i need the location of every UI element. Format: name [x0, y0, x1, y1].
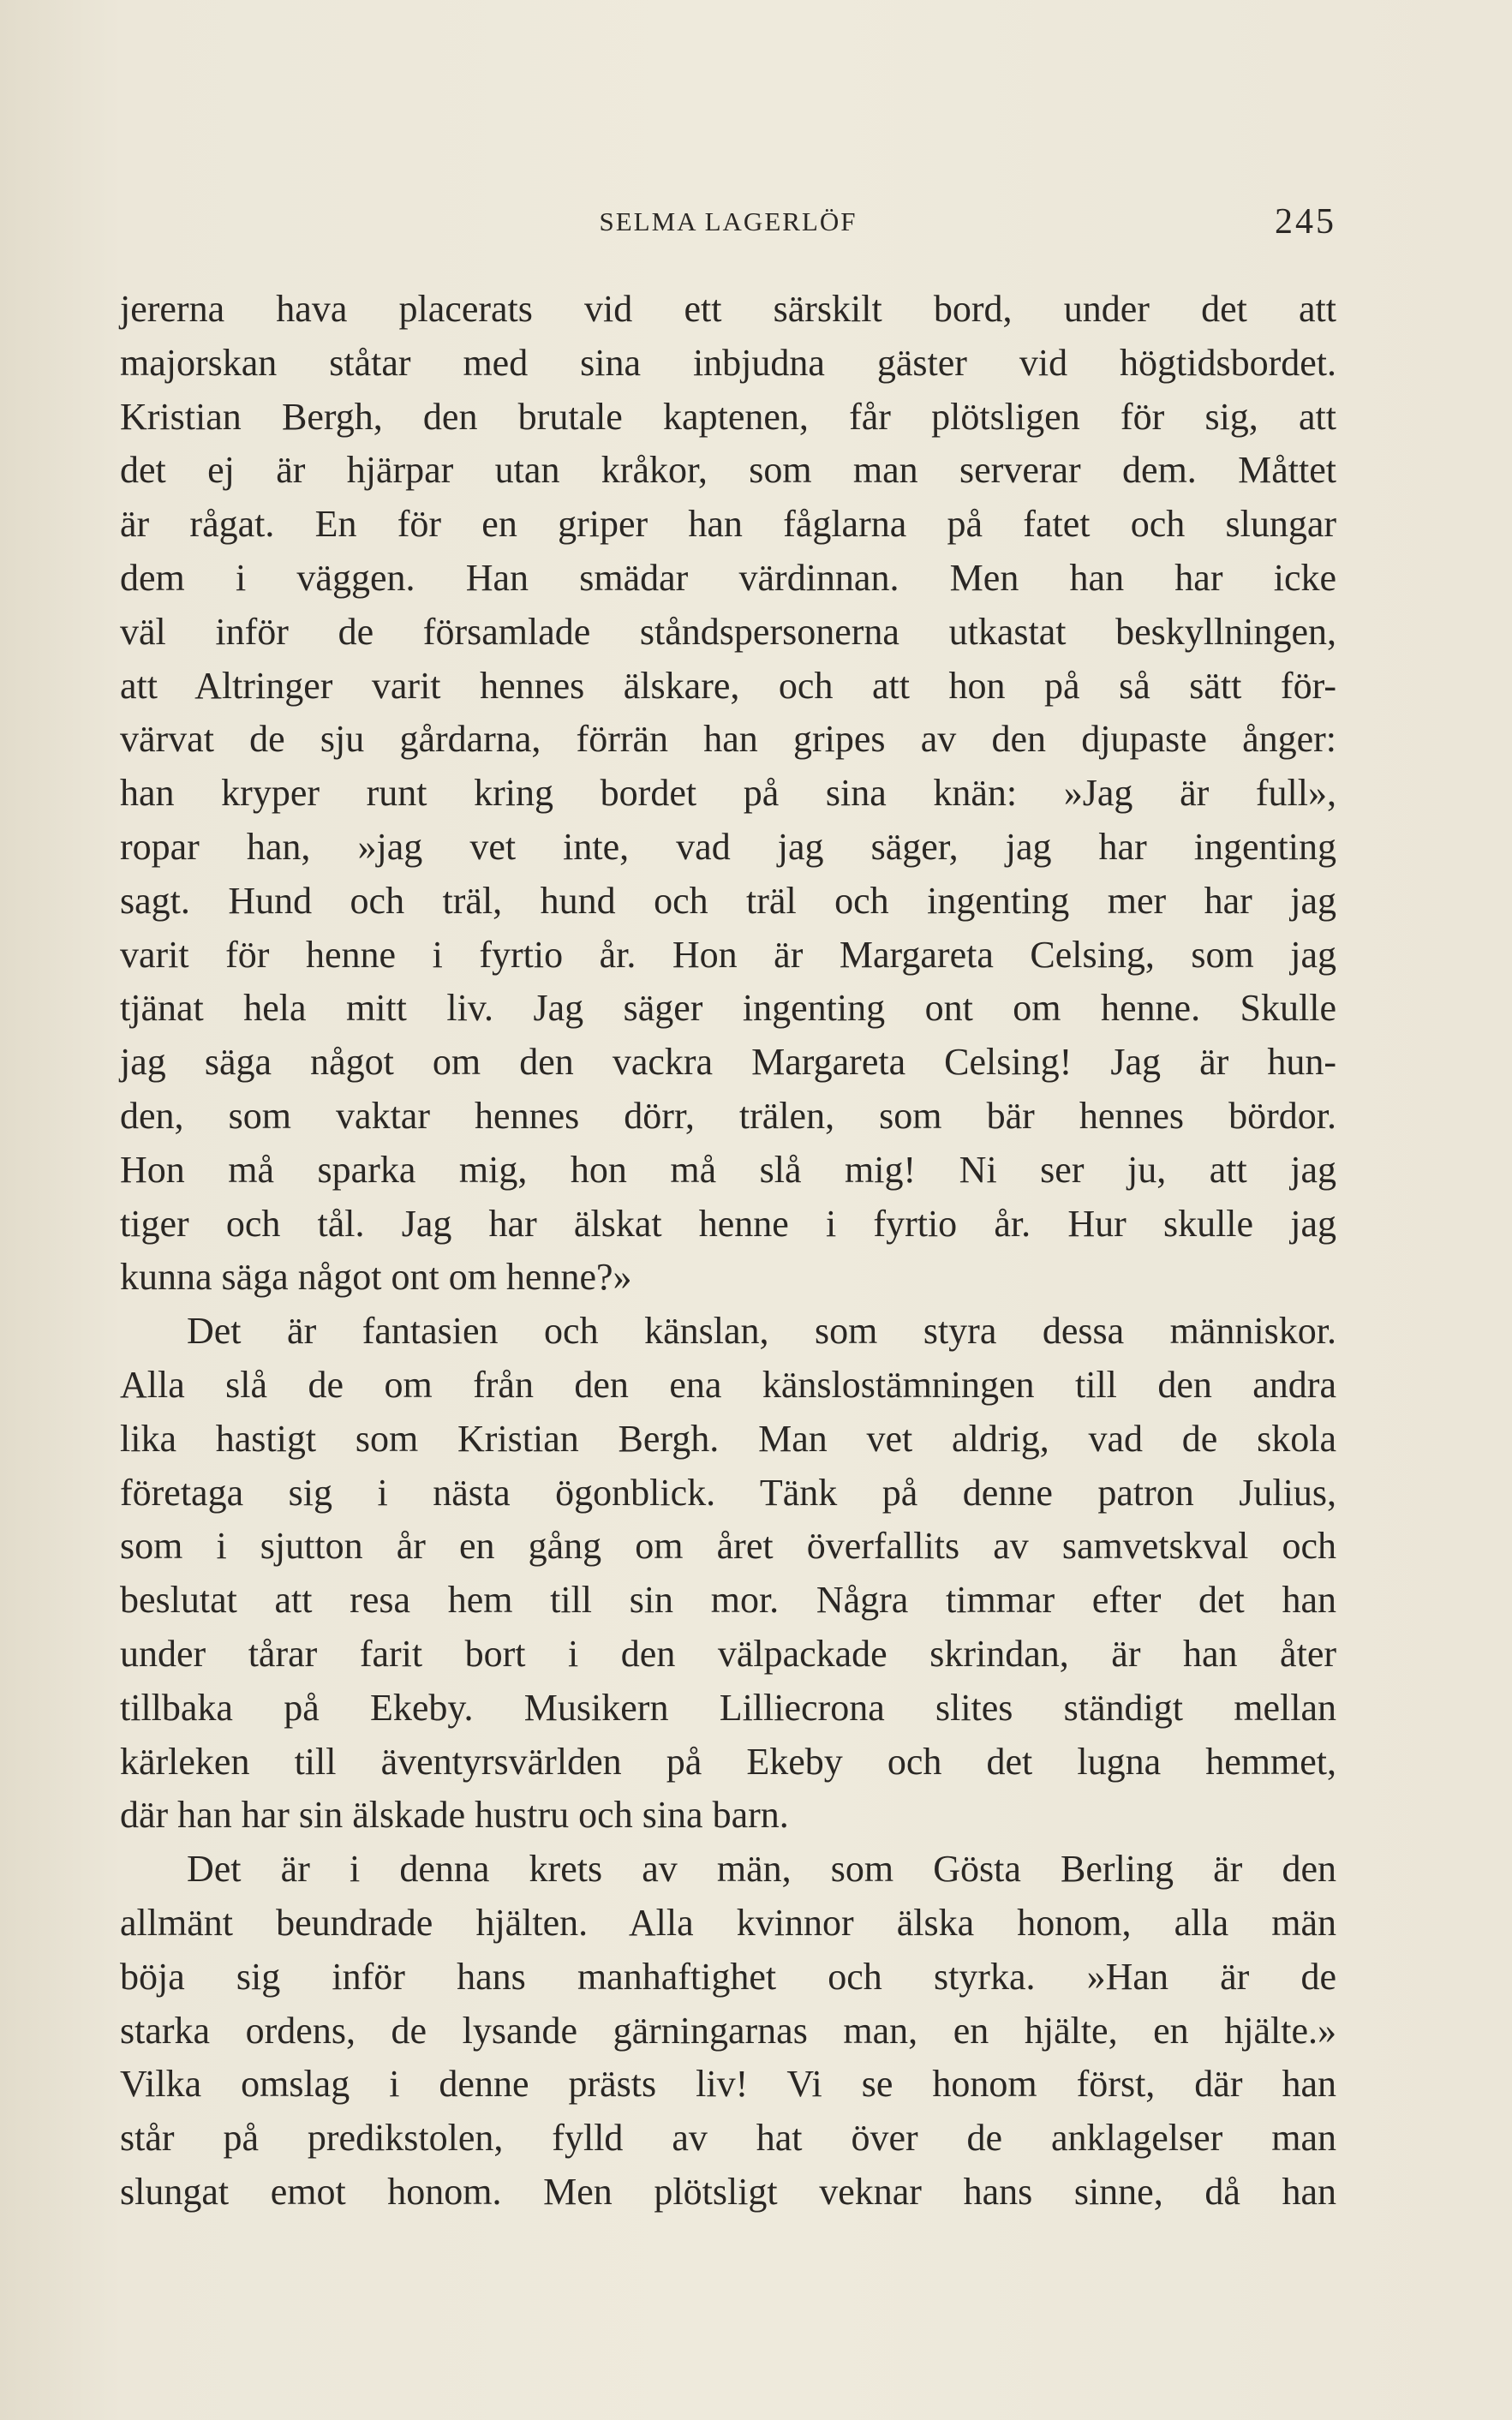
text-line: majorskan ståtar med sina inbjudna gäster vid högtidsbordet.	[120, 341, 1336, 384]
text-line: under tårar farit bort i den välpackade skrindan, är han åter	[120, 1632, 1336, 1675]
text-line: tiger och tål. Jag har älskat henne i fyrtio år. Hur skulle jag	[120, 1202, 1336, 1245]
text-line: kärleken till äventyrsvärlden på Ekeby och det lugna hemmet,	[120, 1740, 1336, 1783]
text-line: slungat emot honom. Men plötsligt veknar hans sinne, då han	[120, 2170, 1336, 2213]
running-head	[120, 200, 1336, 243]
body-text	[120, 283, 1336, 2220]
text-line: lika hastigt som Kristian Bergh. Man vet aldrig, vad de skola	[120, 1417, 1336, 1460]
text-line: allmänt beundrade hjälten. Alla kvinnor älska honom, alla män	[120, 1901, 1336, 1944]
text-line: där han har sin älskade hustru och sina barn.	[120, 1794, 789, 1837]
text-line: är rågat. En för en griper han fåglarna på fatet och slungar	[120, 503, 1336, 546]
text-line: Hon må sparka mig, hon må slå mig! Ni ser ju, att jag	[120, 1148, 1336, 1191]
text-line: jag säga något om den vackra Margareta Celsing! Jag är hun-	[120, 1041, 1336, 1084]
page-number: 245	[1275, 202, 1336, 242]
text-line: värvat de sju gårdarna, förrän han gripes av den djupaste ånger:	[120, 718, 1336, 761]
text-line: står på predikstolen, fylld av hat över de anklagelser man	[120, 2117, 1336, 2160]
text-line: Kristian Bergh, den brutale kaptenen, får plötsligen för sig, att	[120, 395, 1336, 438]
text-line: ropar han, »jag vet inte, vad jag säger, jag har ingenting	[120, 825, 1336, 868]
running-head-title: SELMA LAGERLÖF	[599, 206, 858, 236]
text-line: den, som vaktar hennes dörr, trälen, som bär hennes bördor.	[120, 1094, 1336, 1137]
text-line: starka ordens, de lysande gärningarnas man, en hjälte, en hjälte.»	[120, 2009, 1336, 2052]
text-line: böja sig inför hans manhaftighet och styrka. »Han är de	[120, 1955, 1336, 1998]
text-line: det ej är hjärpar utan kråkor, som man serverar dem. Måttet	[120, 449, 1336, 492]
text-line: jererna hava placerats vid ett särskilt bord, under det att	[120, 288, 1336, 330]
text-line: företaga sig i nästa ögonblick. Tänk på denne patron Julius,	[120, 1471, 1336, 1514]
text-line: beslutat att resa hem till sin mor. Några timmar efter det han	[120, 1579, 1336, 1622]
text-line: Det är fantasien och känslan, som styra dessa människor.	[187, 1310, 1336, 1353]
text-line: han kryper runt kring bordet på sina knän: »Jag är full»,	[120, 772, 1336, 815]
text-line: tjänat hela mitt liv. Jag säger ingenting ont om henne. Skulle	[120, 987, 1336, 1030]
text-line: tillbaka på Ekeby. Musikern Lilliecrona slites ständigt mellan	[120, 1686, 1336, 1729]
text-line: dem i väggen. Han smädar värdinnan. Men han har icke	[120, 556, 1336, 599]
text-line: väl inför de församlade ståndspersonerna utkastat beskyllningen,	[120, 610, 1336, 653]
text-line: som i sjutton år en gång om året överfallits av samvetskval och	[120, 1525, 1336, 1568]
text-line: Alla slå de om från den ena känslostämningen till den andra	[120, 1363, 1336, 1406]
text-line: kunna säga något ont om henne?»	[120, 1256, 632, 1299]
text-line: att Altringer varit hennes älskare, och att hon på så sätt för-	[120, 664, 1336, 707]
text-line: sagt. Hund och träl, hund och träl och ingenting mer har jag	[120, 879, 1336, 922]
text-line: Det är i denna krets av män, som Gösta Berling är den	[187, 1848, 1336, 1891]
text-line: varit för henne i fyrtio år. Hon är Margareta Celsing, som jag	[120, 933, 1336, 976]
text-line: Vilka omslag i denne prästs liv! Vi se honom först, där han	[120, 2063, 1336, 2106]
